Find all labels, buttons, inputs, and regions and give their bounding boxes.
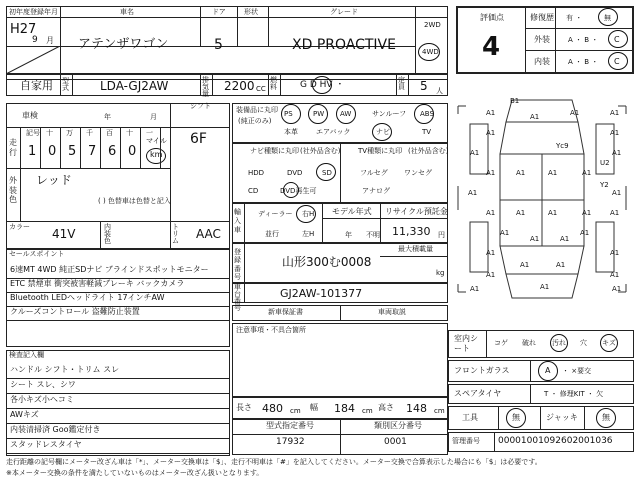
damage-label: A1 [540, 283, 550, 291]
mileage-digit: 0 [128, 144, 137, 159]
damage-label: A1 [610, 249, 620, 257]
tv-oneseg: ワンセグ [404, 169, 432, 177]
damage-label: A1 [610, 271, 620, 279]
equipment-item: PS [284, 110, 293, 118]
interior-seat-option: コゲ [494, 339, 508, 347]
import-left: 左H [302, 230, 315, 238]
tv-header: TV種類に丸印 [358, 147, 403, 155]
damage-label: A1 [530, 113, 540, 121]
height-value: 148 [406, 402, 427, 415]
damage-label: A1 [486, 109, 496, 117]
damage-label: A1 [486, 209, 496, 217]
equipment-item: AW [340, 110, 352, 118]
interior-grade-label: 内装 [534, 57, 550, 66]
repair-history-label: 修復歴 [530, 13, 554, 22]
tv-header-sub: (社外品含む) [408, 147, 449, 155]
km-unit: km [150, 150, 163, 159]
footer-line-2: ※本メーター交換の条件を満たしていないものはメーター改ざん扱いとなります。 [6, 469, 264, 477]
equipment-circle [372, 123, 392, 141]
fuel-options: G D HV ・ [300, 80, 345, 90]
sales-points-label: セールスポイント [9, 250, 65, 258]
tv-analog: アナログ [362, 187, 390, 195]
shift-value: 6F [190, 131, 207, 147]
recycle-unit: 円 [438, 231, 445, 239]
capacity-value: 5 [420, 79, 428, 93]
displacement-value: 2200 [224, 79, 255, 93]
interior-seat-option: キズ [602, 339, 616, 347]
damage-label: A1 [610, 109, 620, 117]
equipment-sublabel: (純正のみ) [238, 117, 272, 125]
damage-label: A1 [516, 209, 526, 217]
windshield-x: ・ ×要交 [562, 367, 592, 375]
warranty-new-car: 新車保証書 [268, 308, 303, 316]
warranty-manual: 車両取説 [378, 308, 406, 316]
inspector-note-line: シート スレ、シワ [10, 380, 76, 389]
mileage-digit: 6 [108, 144, 117, 159]
recycle-value: 11,330 [392, 225, 431, 238]
damage-label: U2 [600, 159, 610, 167]
trim-value: AAC [196, 227, 221, 241]
damage-label: B1 [510, 97, 520, 105]
model-value: LDA-GJ2AW [100, 79, 169, 93]
interior-seat-label: 室内シート [454, 334, 478, 353]
drive-2wd: 2WD [424, 21, 441, 29]
model-year-year: 年 [345, 231, 352, 239]
sales-point-line: ETC 禁煙車 衝突被害軽減ブレーキ バックカメラ [10, 279, 185, 288]
equipment-circle [281, 104, 301, 124]
navi-sd: SD [322, 169, 332, 177]
length-unit: cm [290, 407, 301, 415]
doors-value: 5 [214, 37, 223, 53]
notes-label: 注意事項・不具合箇所 [236, 326, 306, 334]
damage-label: A1 [468, 189, 478, 197]
inspection-label: 車検 [22, 111, 38, 120]
width-value: 184 [334, 402, 355, 415]
damage-label: A1 [582, 169, 592, 177]
spare-tire-options: T ・ 修理KIT ・ 欠 [544, 390, 604, 398]
capacity-label: 定員 [398, 76, 405, 91]
spare-tire-label: スペアタイヤ [454, 389, 502, 398]
damage-label: A1 [548, 169, 558, 177]
cc-unit: CC [256, 85, 266, 93]
damage-label: A1 [582, 209, 592, 217]
tools-value: 無 [512, 413, 520, 422]
mileage-label: 走行 [9, 138, 17, 157]
damage-label: A1 [486, 169, 496, 177]
width-label: 幅 [310, 403, 318, 412]
damage-label: A1 [560, 235, 570, 243]
damage-label: A1 [556, 261, 566, 269]
mileage-unit-label: 十 [46, 129, 53, 137]
mileage-digit: 5 [68, 144, 77, 159]
diagonal-slash-icon [6, 46, 60, 74]
interior-grade-options: A ・ B ・ [568, 58, 599, 66]
height-unit: cm [434, 407, 445, 415]
interior-seat-option: 穴 [580, 339, 587, 347]
color-code-label: カラー [9, 223, 30, 231]
equipment-circle [336, 104, 356, 124]
model-label: 型式 [62, 77, 69, 92]
grade-label: グレード [330, 8, 358, 16]
recycle-label: リサイクル預託金 [385, 207, 448, 216]
exterior-grade-value: C [614, 35, 620, 44]
mileage-unit-label: 千 [86, 129, 93, 137]
fuel-label: 燃料 [270, 76, 277, 91]
mileage-unit-label: 十 [126, 129, 133, 137]
import-right: 右H [302, 210, 315, 218]
mileage-digit: 1 [28, 144, 37, 159]
equipment-item: ナビ [376, 128, 390, 136]
damage-label: A1 [612, 189, 622, 197]
inspector-notes-label: 検査記入欄 [9, 351, 44, 359]
class-number-label: 類別区分番号 [374, 421, 422, 430]
equipment-item: TV [422, 128, 432, 136]
sales-point-line: Bluetooth LEDヘッドライト 17インチAW [10, 293, 165, 302]
navi-dvd: DVD [287, 169, 303, 177]
reg-year-label: 初年度登録年月 [9, 8, 58, 16]
repair-options: 有 ・ [566, 14, 583, 22]
inspector-note-line: 内装清掃済 Goo鑑定付き [10, 425, 101, 434]
damage-label: A1 [470, 285, 480, 293]
damage-label: A1 [486, 249, 496, 257]
inspector-note-line: AWキズ [10, 410, 39, 419]
month-unit: 月 [46, 36, 54, 45]
sales-point-line: 6速MT 4WD 純正SDナビ ブラインドスポットモニター [10, 265, 209, 274]
displacement-label: 排気量 [202, 76, 209, 98]
car-name: アテンザワゴン [78, 37, 169, 52]
class-number-value: 0001 [384, 437, 407, 447]
damage-label: A1 [610, 209, 620, 217]
equipment-item: サンルーフ [372, 110, 407, 118]
equipment-item: ABS [420, 110, 434, 118]
drive-4wd: 4WD [422, 48, 439, 56]
reg-month: 9 [32, 35, 38, 45]
damage-label: A1 [612, 285, 622, 293]
type-number-label: 型式指定番号 [266, 421, 314, 430]
interior-grade-value: C [614, 57, 620, 66]
damage-label: A1 [548, 209, 558, 217]
damage-label: A1 [570, 109, 580, 117]
inspector-note-line: スタッドレスタイヤ [10, 440, 82, 449]
persons-unit: 人 [436, 87, 443, 95]
mile-label: マイル [146, 137, 167, 145]
damage-label: A1 [520, 261, 530, 269]
vin-value: GJ2AW-101377 [280, 287, 363, 300]
damage-label: A1 [580, 229, 590, 237]
model-year-label: モデル年式 [332, 207, 372, 216]
registration-label: 登録番号 [234, 248, 241, 282]
own-use: 自家用 [20, 79, 53, 92]
score-label: 評価点 [480, 13, 504, 22]
inspection-month: 月 [150, 113, 157, 121]
mileage-unit-label: 記号 [26, 129, 40, 137]
damage-label: A1 [486, 129, 496, 137]
model-year-unknown: 不明 [366, 231, 380, 239]
tv-fullseg: フルセグ [360, 169, 388, 177]
exterior-value: レッド [36, 173, 72, 187]
car-name-label: 車名 [120, 8, 134, 16]
equipment-circle [308, 104, 328, 124]
interior-color-label: 内装色 [104, 223, 111, 245]
tools-label: 工具 [462, 413, 478, 422]
registration-value: 山形300む0008 [282, 255, 372, 269]
navi-hdd: HDD [248, 169, 265, 177]
length-value: 480 [262, 402, 283, 415]
fuel-diesel-circle [312, 76, 332, 94]
jack-value: 無 [602, 413, 610, 422]
exterior-note: ( ) 色替車は色替と記入 [98, 197, 171, 205]
damage-note: Yc9 [556, 142, 569, 150]
sales-point-line: クルーズコントロール 盗難防止装置 [10, 307, 140, 316]
mileage-unit-label: 百 [106, 129, 113, 137]
equipment-label: 装備品に丸印 [236, 106, 278, 114]
equipment-item: PW [313, 110, 325, 118]
footer-line-1: 走行距離の記号欄にメーター改ざん車は「*」、メーター交換車は「$」、走行不明車は「#」を記入してください。メーター交換で合算表示した場合にも「$」は必要です。 [6, 458, 542, 466]
mgmt-value: 00001001092602001036 [498, 436, 613, 446]
max-load-unit: kg [436, 269, 445, 277]
navi-dvd-play: DVD再生可 [280, 187, 317, 195]
exterior-label: 外装色 [9, 176, 17, 205]
type-number-value: 17932 [276, 437, 305, 447]
import-label: 輸入車 [234, 208, 241, 235]
damage-label: A1 [530, 235, 540, 243]
reg-year: H27 [10, 22, 37, 37]
damage-label: A1 [470, 149, 480, 157]
navi-header-sub: (社外品含む) [300, 147, 341, 155]
interior-seat-option: 破れ [522, 339, 536, 347]
navi-cd: CD [248, 187, 259, 195]
score-value: 4 [482, 32, 501, 62]
damage-label: A1 [486, 271, 496, 279]
damage-label: A1 [612, 149, 622, 157]
import-dealer: ディーラー [258, 210, 293, 218]
jack-label: ジャッキ [546, 413, 578, 422]
mileage-digit: 0 [48, 144, 57, 159]
damage-label: Y2 [600, 181, 609, 189]
mileage-digit: 7 [88, 144, 97, 159]
mgmt-label: 管理番号 [452, 437, 480, 445]
shape-label: 形状 [244, 8, 258, 16]
repair-none: 無 [604, 14, 611, 22]
interior-seat-option: 汚れ [552, 339, 566, 347]
grade-value: XD PROACTIVE [292, 37, 396, 53]
height-label: 高さ [378, 403, 394, 412]
import-parallel: 並行 [265, 230, 279, 238]
mileage-unit-label: 一 [146, 129, 153, 137]
inspection-year: 年 [104, 113, 111, 121]
exterior-grade-label: 外装 [534, 35, 550, 44]
windshield-a: A [545, 366, 551, 375]
mileage-unit-label: 万 [66, 129, 73, 137]
shift-label: シフト [190, 102, 211, 110]
width-unit: cm [362, 407, 373, 415]
equipment-item: 本革 [284, 128, 298, 136]
exterior-grade-options: A ・ B ・ [568, 36, 599, 44]
navi-header: ナビ種類に丸印 [250, 147, 299, 155]
trim-label: トリム [172, 223, 179, 245]
damage-label: A1 [516, 169, 526, 177]
max-load-label: 最大積載量 [398, 245, 433, 253]
inspector-note-line: ハンドル シフト・トリム スレ [10, 365, 120, 374]
windshield-label: フロントガラス [454, 366, 510, 375]
color-code-value: 41V [52, 227, 76, 241]
equipment-item: エアバック [316, 128, 351, 136]
equipment-circle [414, 104, 434, 124]
doors-label: ドア [212, 8, 226, 16]
inspector-note-line: 各小キズ小ヘコミ [10, 395, 74, 404]
length-label: 長さ [236, 403, 252, 412]
vin-label: 車台番号 [234, 283, 241, 312]
damage-label: A1 [610, 129, 620, 137]
damage-label: A1 [500, 229, 510, 237]
